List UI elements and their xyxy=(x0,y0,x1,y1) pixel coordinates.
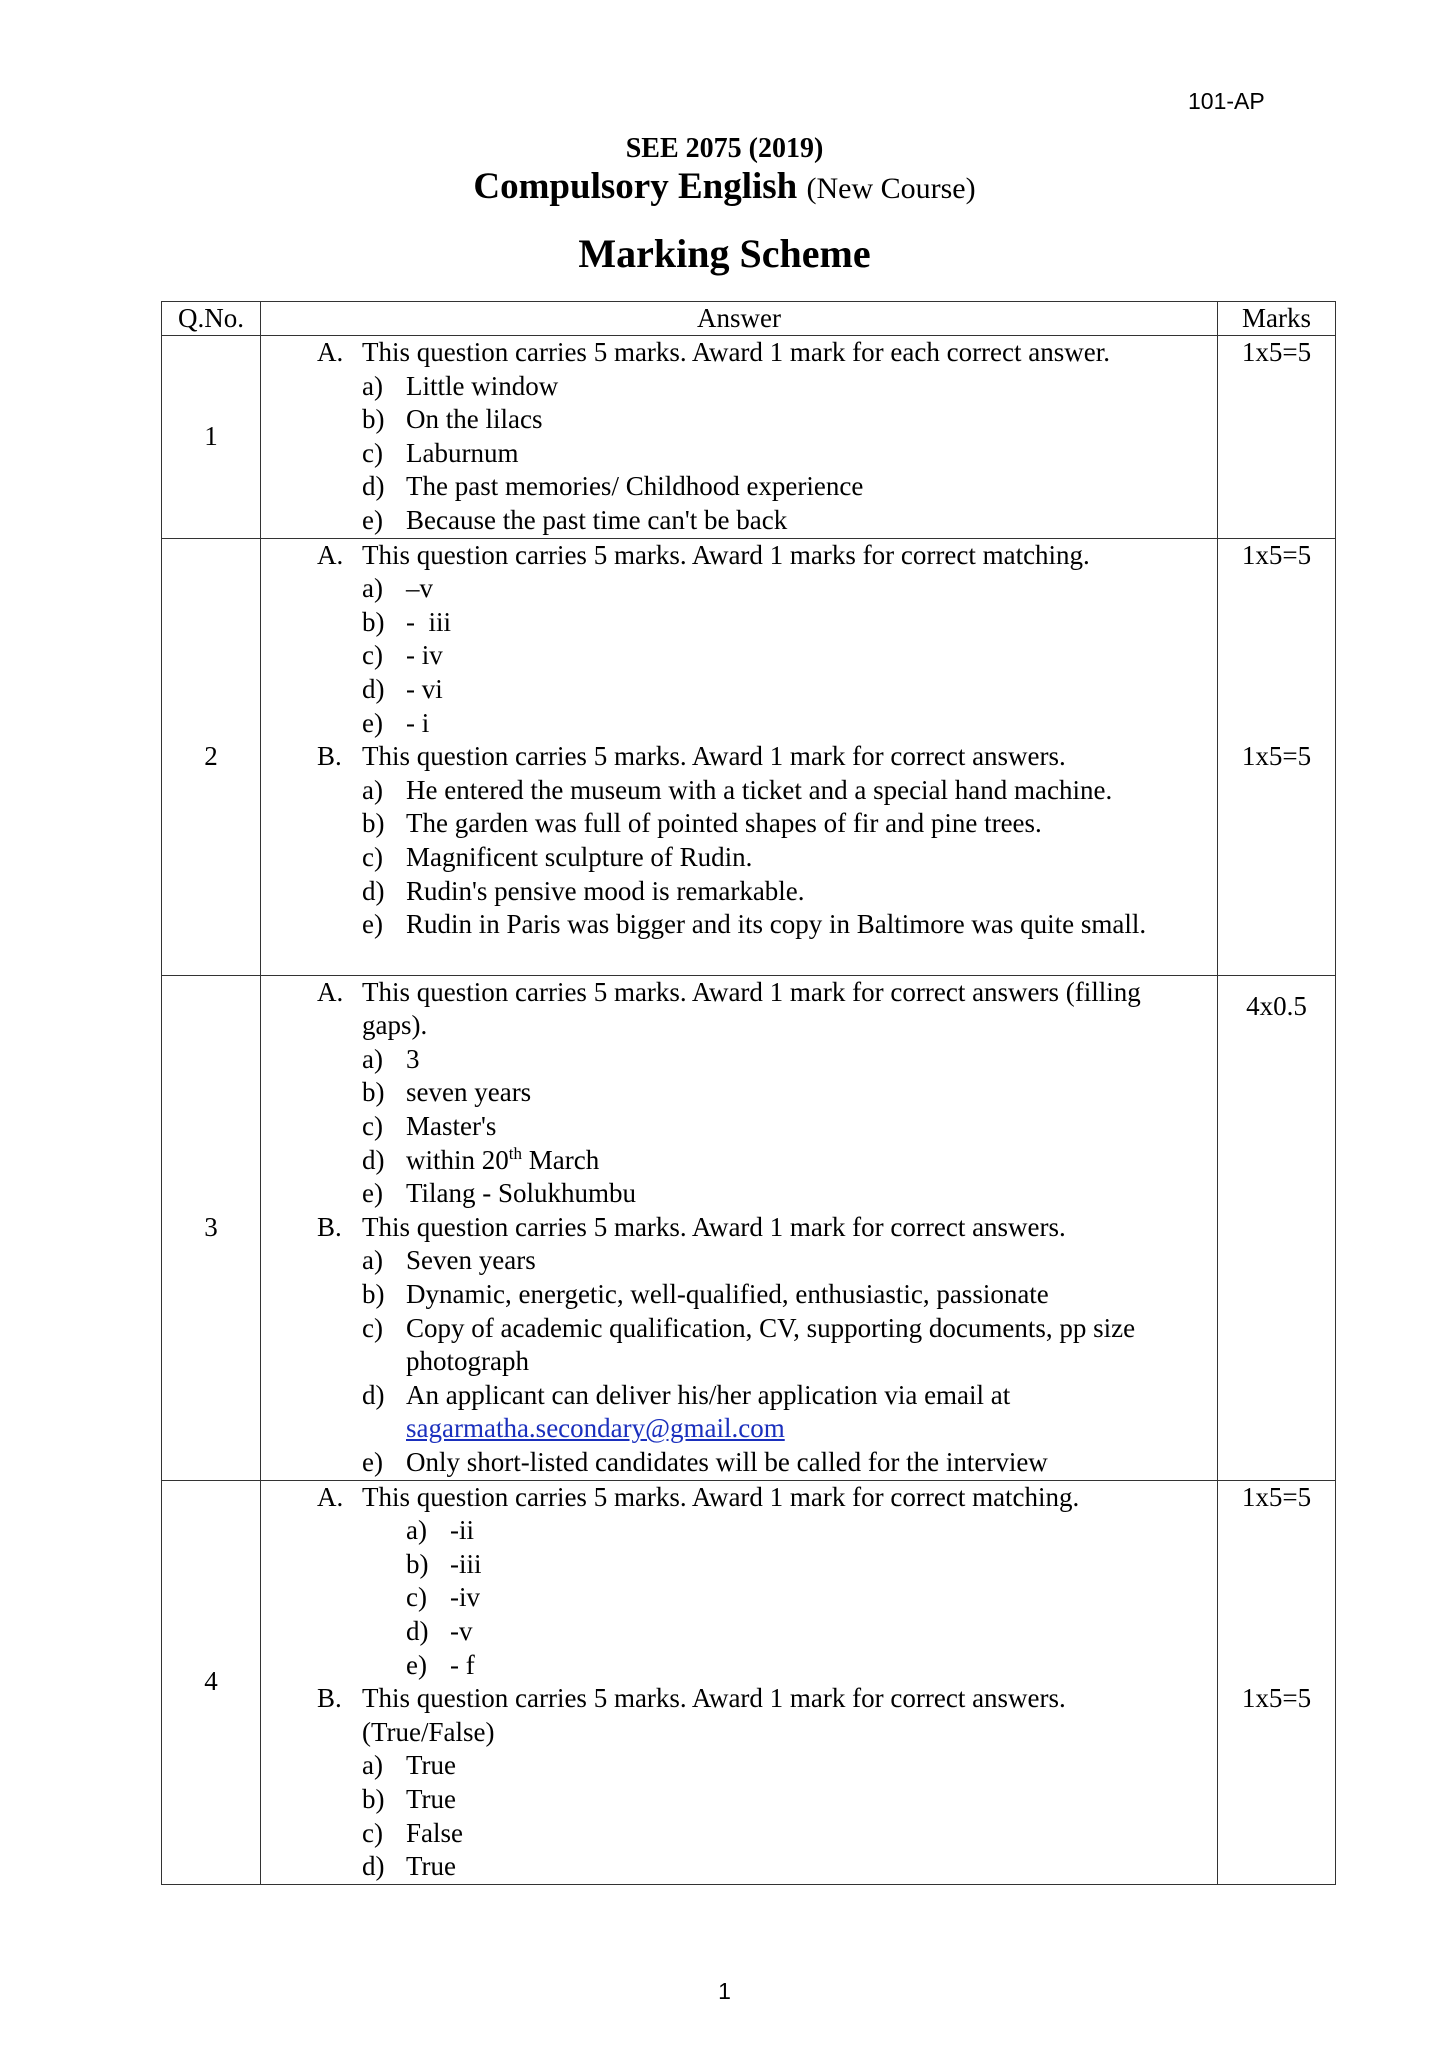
list-item: e) Tilang - Solukhumbu xyxy=(362,1178,637,1209)
part-label: A. xyxy=(317,337,344,367)
list-item: a) Little window xyxy=(362,370,559,401)
header-qno: Q.No. xyxy=(162,302,261,336)
list-item: d) Rudin's pensive mood is remarkable. xyxy=(362,875,805,906)
marks-value: 1x5=5 xyxy=(1241,1481,1312,1512)
list-item: e) - f xyxy=(406,1649,475,1680)
marks-cell xyxy=(1218,336,1336,539)
marking-scheme-table xyxy=(161,301,1336,1885)
list-item: c) -iv xyxy=(406,1582,480,1613)
list-item: c) False xyxy=(362,1817,463,1848)
page-title: Marking Scheme xyxy=(578,231,871,276)
table-row-q4 xyxy=(162,1480,1336,1884)
list-item: c) Copy of academic qualification, CV, supporting documents, pp size photograph xyxy=(362,1312,1136,1377)
list-item: a) 3 xyxy=(362,1043,420,1074)
subject-title xyxy=(0,165,1449,208)
list-item: c) Laburnum xyxy=(362,437,519,468)
list-item: e) Rudin in Paris was bigger and its copy in Baltimore was quite small. xyxy=(362,909,1147,940)
list-item: c) Magnificent sculpture of Rudin. xyxy=(362,841,753,872)
list-item: e) Only short-listed candidates will be called for the interview xyxy=(362,1446,1048,1477)
list-item: a) -ii xyxy=(406,1515,474,1546)
part-a: A. This question carries 5 marks. Award 1 marks for correct matching. xyxy=(317,539,1090,570)
exam-title: SEE 2075 (2019) xyxy=(625,133,824,164)
header-marks: Marks xyxy=(1218,302,1336,336)
part-a: A. This question carries 5 marks. Award 1 mark for correct answers (filling gaps). xyxy=(317,976,1141,1041)
table-row-q3 xyxy=(162,975,1336,1480)
list-item: b) seven years xyxy=(362,1077,532,1108)
list-item: a) Seven years xyxy=(362,1245,536,1276)
list-item: d) within 20th March xyxy=(362,1143,600,1175)
list-item: e) - i xyxy=(362,707,430,738)
subject-name: Compulsory English xyxy=(473,166,798,207)
table-row-q1 xyxy=(162,336,1336,539)
list-item: a) –v xyxy=(362,573,433,604)
answer-cell xyxy=(261,1480,1218,1884)
list-item: b) True xyxy=(362,1783,457,1814)
answer-cell xyxy=(261,538,1218,975)
list-item: b) On the lilacs xyxy=(362,404,543,435)
marks-cell xyxy=(1218,538,1336,975)
answer-cell xyxy=(261,336,1218,539)
marks-value: 1x5=5 xyxy=(1241,741,1312,772)
list-item: d) The past memories/ Childhood experience xyxy=(362,471,864,502)
list-item: c) Master's xyxy=(362,1110,497,1141)
part-b: B. This question carries 5 marks. Award 1 mark for correct answers. (True/False) xyxy=(317,1683,1066,1747)
answer-cell xyxy=(261,975,1218,1480)
page-number: 1 xyxy=(718,1978,731,2004)
list-item: a) He entered the museum with a ticket and a special hand machine. xyxy=(362,774,1113,805)
list-item: e) Because the past time can't be back xyxy=(362,504,788,535)
header-answer: Answer xyxy=(261,302,1218,336)
table-header-row xyxy=(162,302,1336,336)
list-item: d) - vi xyxy=(362,673,443,704)
list-item: b) The garden was full of pointed shapes of fir and pine trees. xyxy=(362,808,1042,839)
qno-cell: 3 xyxy=(162,975,261,1480)
qno-cell: 1 xyxy=(162,336,261,539)
marks-cell xyxy=(1218,975,1336,1480)
part-b: B. This question carries 5 marks. Award 1 mark for correct answers. xyxy=(317,1211,1066,1242)
marks-cell xyxy=(1218,1480,1336,1884)
part-b: B. This question carries 5 marks. Award 1 mark for correct answers. xyxy=(317,741,1066,772)
part-a xyxy=(261,336,1211,370)
course-label: (New Course) xyxy=(806,172,976,205)
part-a: A. This question carries 5 marks. Award 1 mark for correct matching. xyxy=(317,1481,1080,1512)
marks-value: 1x5=5 xyxy=(1241,1683,1312,1714)
list-item: c) - iv xyxy=(362,640,443,671)
list-item: b) Dynamic, energetic, well-qualified, enthusiastic, passionate xyxy=(362,1278,1049,1309)
marks-value: 4x0.5 xyxy=(1246,990,1307,1021)
part-instruction: This question carries 5 marks. Award 1 mark for each correct answer. xyxy=(362,337,1110,367)
marks-value: 1x5=5 xyxy=(1241,337,1312,367)
document-code: 101-AP xyxy=(1188,88,1265,114)
qno-cell: 2 xyxy=(162,538,261,975)
list-item: b) - iii xyxy=(362,606,451,637)
list-item: d) -v xyxy=(406,1615,473,1646)
list-item: d) An applicant can deliver his/her application via email at sagarmatha.secondary@gmail.com xyxy=(362,1379,1011,1444)
list-item: d) True xyxy=(362,1851,457,1882)
list-item: b) -iii xyxy=(406,1548,482,1579)
email-link[interactable]: sagarmatha.secondary@gmail.com xyxy=(406,1413,785,1444)
table-row-q2 xyxy=(162,538,1336,975)
marks-value: 1x5=5 xyxy=(1241,539,1312,570)
qno-cell: 4 xyxy=(162,1480,261,1884)
list-item: a) True xyxy=(362,1750,457,1781)
